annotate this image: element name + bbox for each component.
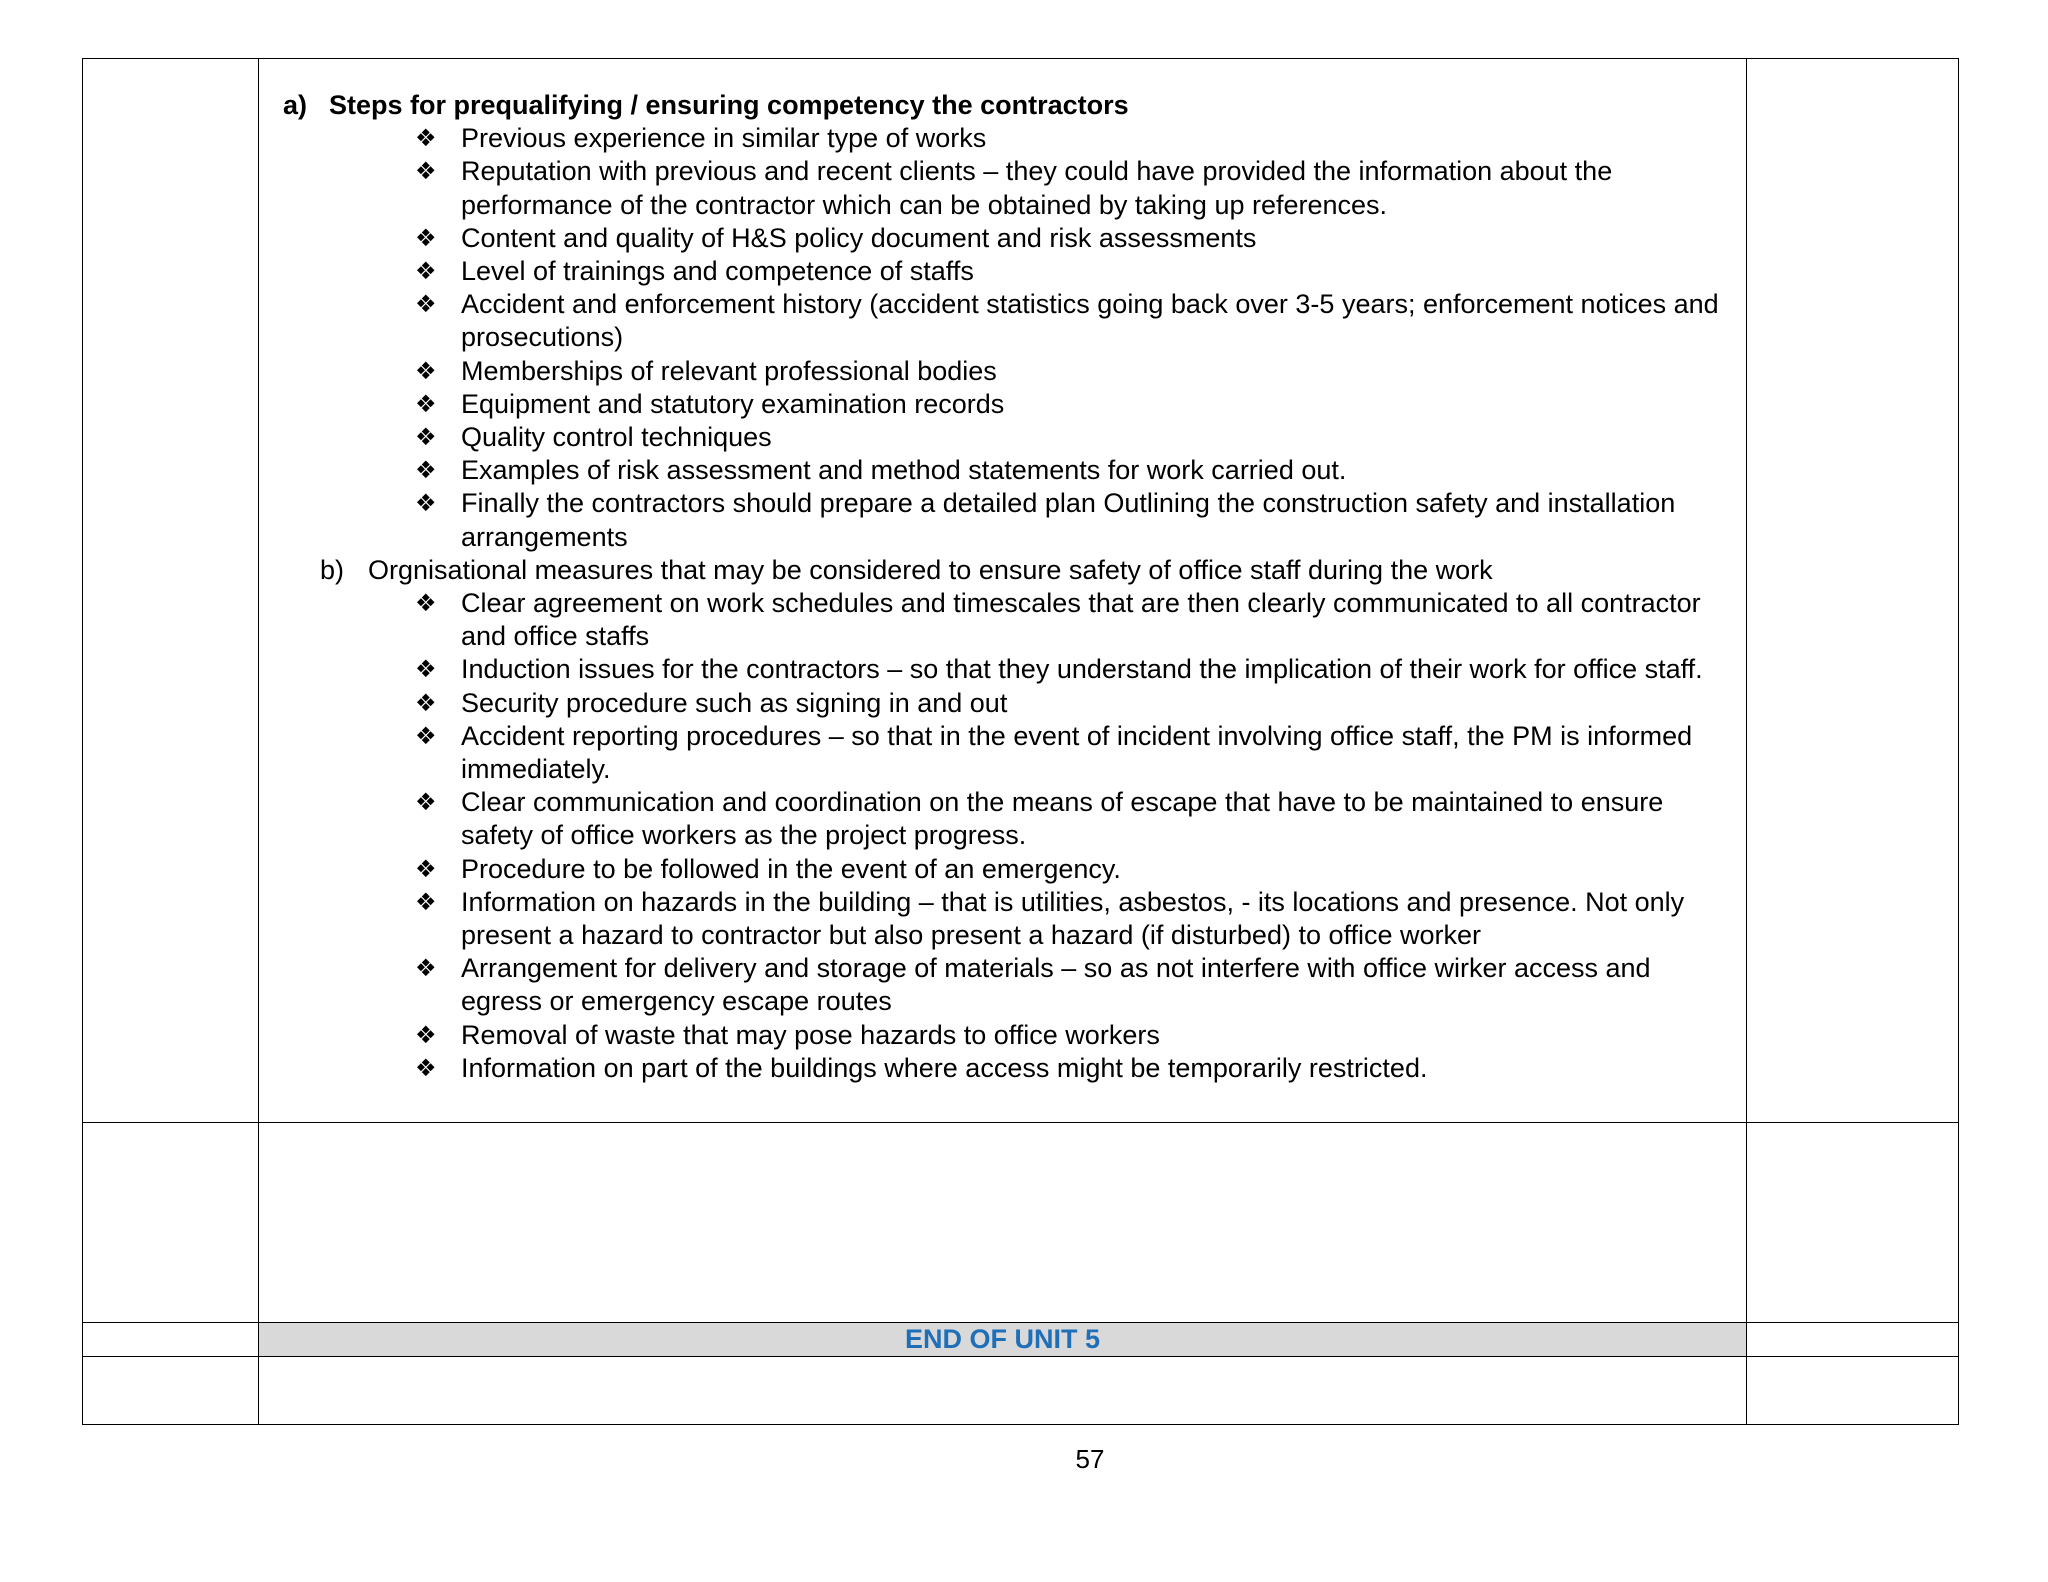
- diamond-bullet-icon: ❖: [415, 1053, 437, 1082]
- left-cell: [83, 1323, 259, 1357]
- left-cell: [83, 59, 259, 1123]
- list-item-text: Memberships of relevant professional bodies: [461, 355, 997, 386]
- end-banner-cell: [259, 1323, 1747, 1357]
- list-item-text: Examples of risk assessment and method statements for work carried out.: [461, 455, 1347, 486]
- list-item: [259, 155, 1746, 221]
- content-cell: [259, 59, 1747, 1123]
- diamond-bullet-icon: ❖: [415, 157, 437, 186]
- diamond-bullet-icon: ❖: [415, 290, 437, 319]
- last-cell: [259, 1357, 1747, 1425]
- list-item: [259, 388, 1746, 421]
- list-item: [259, 355, 1746, 388]
- list-item-text: Removal of waste that may pose hazards to office workers: [461, 1019, 1160, 1050]
- list-item-text: Clear communication and coordination on the means of escape that have to be maintained to ensure safety of office workers as the project progress.: [461, 787, 1664, 851]
- list-item: [259, 1019, 1746, 1052]
- end-row: [83, 1323, 1959, 1357]
- list-item: [259, 952, 1746, 1018]
- list-item: [259, 421, 1746, 454]
- list-item-text: Information on hazards in the building – that is utilities, asbestos, - its locations and presence. Not only present a hazard to contractor but also present a hazard (if disturbed) to office worker: [461, 886, 1685, 951]
- section-b-title: Orgnisational measures that may be considered to ensure safety of office staff during the work: [368, 554, 1493, 585]
- list-item: [259, 653, 1746, 686]
- section-b-heading: [259, 554, 1746, 587]
- list-item-text: Finally the contractors should prepare a detailed plan Outlining the construction safety and installation arrangements: [461, 488, 1676, 552]
- section-a-title: Steps for prequalifying / ensuring competency the contractors: [329, 90, 1129, 120]
- list-item-text: Quality control techniques: [461, 422, 772, 453]
- right-cell: [1747, 1123, 1959, 1323]
- diamond-bullet-icon: ❖: [415, 124, 437, 153]
- diamond-bullet-icon: ❖: [415, 356, 437, 385]
- list-item-text: Procedure to be followed in the event of an emergency.: [461, 853, 1121, 884]
- content-row: [83, 59, 1959, 1123]
- list-item: [259, 587, 1746, 653]
- diamond-bullet-icon: ❖: [415, 854, 437, 883]
- right-cell: [1747, 1323, 1959, 1357]
- list-item-text: Accident reporting procedures – so that in the event of incident involving office staff, the PM is informed immediately.: [461, 720, 1693, 785]
- list-item: [259, 487, 1746, 553]
- list-item: [259, 288, 1746, 354]
- list-item-text: Clear agreement on work schedules and timescales that are then clearly communicated to all contractor and office staffs: [461, 588, 1701, 652]
- diamond-bullet-icon: ❖: [415, 954, 437, 983]
- list-item-text: Information on part of the buildings where access might be temporarily restricted.: [461, 1052, 1428, 1083]
- list-item-text: Content and quality of H&S policy document and risk assessments: [461, 222, 1257, 253]
- diamond-bullet-icon: ❖: [415, 257, 437, 286]
- end-banner: END OF UNIT 5: [904, 1324, 1100, 1354]
- section-a-marker: a): [283, 90, 308, 120]
- section-b-list: [259, 587, 1746, 1085]
- diamond-bullet-icon: ❖: [415, 1020, 437, 1049]
- right-cell: [1747, 59, 1959, 1123]
- diamond-bullet-icon: ❖: [415, 589, 437, 618]
- diamond-bullet-icon: ❖: [415, 423, 437, 452]
- section-b-marker: b): [320, 554, 345, 585]
- diamond-bullet-icon: ❖: [415, 223, 437, 252]
- left-cell: [83, 1357, 259, 1425]
- diamond-bullet-icon: ❖: [415, 655, 437, 684]
- list-item: [259, 720, 1746, 786]
- document-table: [82, 58, 1959, 1425]
- list-item-text: Accident and enforcement history (accident statistics going back over 3-5 years; enforcement notices and prosecutions): [461, 289, 1719, 353]
- diamond-bullet-icon: ❖: [415, 456, 437, 485]
- list-item-text: Equipment and statutory examination records: [461, 388, 1005, 419]
- list-item: [259, 1052, 1746, 1085]
- list-item: [259, 222, 1746, 255]
- diamond-bullet-icon: ❖: [415, 489, 437, 518]
- last-row: [83, 1357, 1959, 1425]
- content-body: [259, 59, 1746, 1085]
- diamond-bullet-icon: ❖: [415, 389, 437, 418]
- list-item: [259, 786, 1746, 852]
- empty-cell: [259, 1123, 1747, 1323]
- list-item: [259, 122, 1746, 155]
- page-number: 57: [1075, 1444, 1105, 1474]
- list-item-text: Security procedure such as signing in and out: [461, 687, 1008, 718]
- diamond-bullet-icon: ❖: [415, 788, 437, 817]
- list-item: [259, 454, 1746, 487]
- diamond-bullet-icon: ❖: [415, 721, 437, 750]
- list-item: [259, 255, 1746, 288]
- list-item-text: Induction issues for the contractors – so that they understand the implication of their work for office staff.: [461, 654, 1703, 685]
- diamond-bullet-icon: ❖: [415, 688, 437, 717]
- empty-row: [83, 1123, 1959, 1323]
- list-item-text: Reputation with previous and recent clients – they could have provided the information about the performance of the contractor which can be obtained by taking up references.: [461, 156, 1613, 220]
- left-cell: [83, 1123, 259, 1323]
- list-item-text: Level of trainings and competence of staffs: [461, 256, 974, 287]
- list-item: [259, 886, 1746, 952]
- list-item-text: Arrangement for delivery and storage of materials – so as not interfere with office wirker access and egress or emergency escape routes: [461, 953, 1651, 1017]
- list-item-text: Previous experience in similar type of works: [461, 123, 987, 154]
- list-item: [259, 687, 1746, 720]
- section-a-heading: [259, 89, 1746, 122]
- section-a-list: [259, 122, 1746, 554]
- list-item: [259, 853, 1746, 886]
- diamond-bullet-icon: ❖: [415, 887, 437, 916]
- right-cell: [1747, 1357, 1959, 1425]
